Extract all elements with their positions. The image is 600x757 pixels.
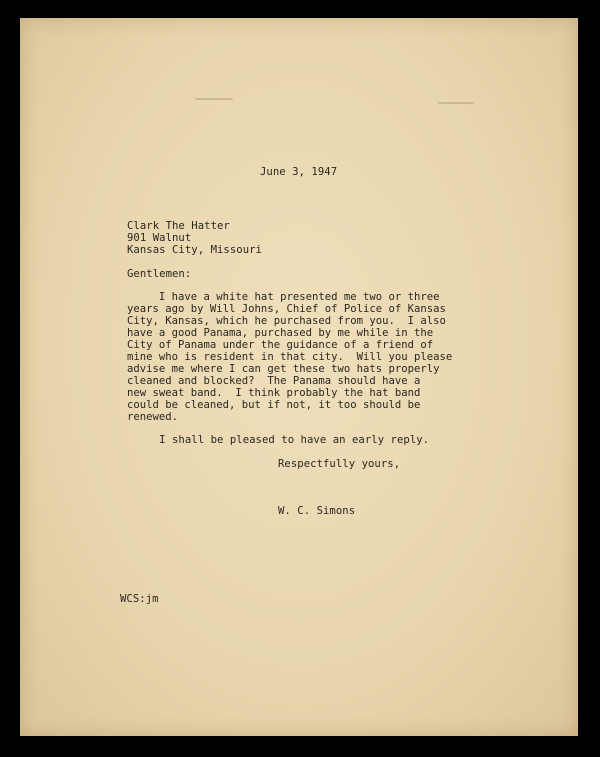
body-line: advise me where I can get these two hats properly bbox=[127, 363, 440, 375]
letter-date: June 3, 1947 bbox=[260, 166, 338, 178]
body-line: new sweat band. I think probably the hat band bbox=[127, 387, 421, 399]
body-line: mine who is resident in that city. Will you please bbox=[127, 351, 453, 363]
paper-mark bbox=[195, 98, 233, 100]
salutation: Gentlemen: bbox=[127, 268, 192, 280]
body-line: could be cleaned, but if not, it too should be bbox=[127, 399, 421, 411]
body-line: have a good Panama, purchased by me while in the bbox=[127, 327, 434, 339]
closing-paragraph: I shall be pleased to have an early reply. bbox=[127, 434, 430, 446]
recipient-city: Kansas City, Missouri bbox=[127, 244, 262, 256]
reference-initials: WCS:jm bbox=[120, 593, 159, 605]
body-line: years ago by Will Johns, Chief of Police of Kansas bbox=[127, 303, 446, 315]
recipient-street: 901 Walnut bbox=[127, 232, 192, 244]
body-line: renewed. bbox=[127, 411, 179, 423]
body-line: I have a white hat presented me two or three bbox=[127, 291, 440, 303]
body-line: cleaned and blocked? The Panama should have a bbox=[127, 375, 421, 387]
recipient-name: Clark The Hatter bbox=[127, 220, 230, 232]
complimentary-close: Respectfully yours, bbox=[278, 458, 401, 470]
signature-name: W. C. Simons bbox=[278, 505, 356, 517]
body-line: City, Kansas, which he purchased from you. I also bbox=[127, 315, 446, 327]
paper-mark bbox=[438, 102, 474, 104]
body-line: City of Panama under the guidance of a friend of bbox=[127, 339, 434, 351]
